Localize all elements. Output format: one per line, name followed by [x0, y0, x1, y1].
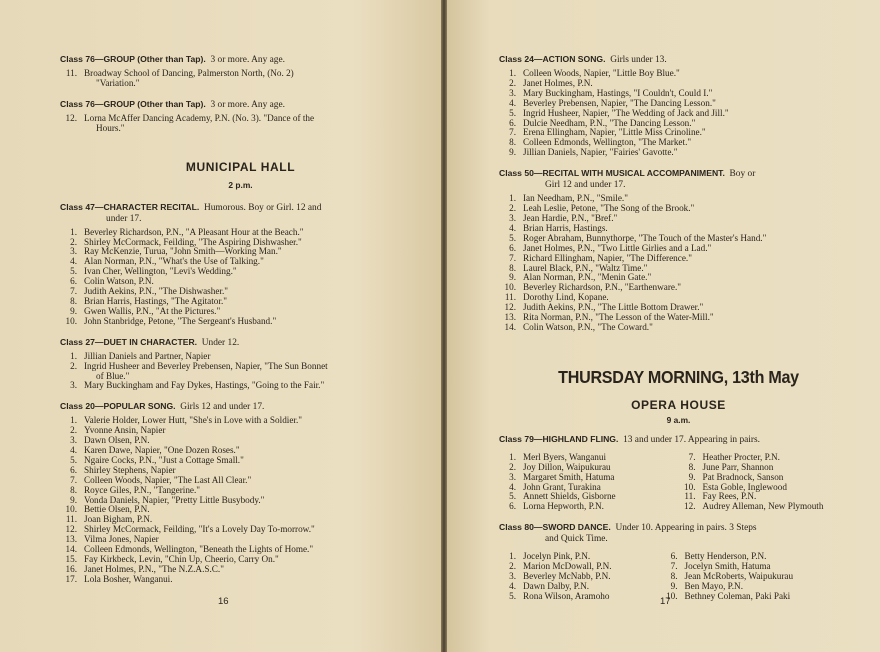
entry-number: 9. [509, 147, 516, 158]
entry-text: Dorothy Lind, Kopane. [523, 292, 609, 303]
entry-number: 6. [670, 551, 678, 562]
entry-text: Jillian Daniels and Partner, Napier [84, 350, 211, 361]
entry-number: 5. [70, 266, 77, 277]
entry-number: 2. [70, 360, 77, 371]
entry-text: Fay Rees, P.N. [702, 491, 757, 502]
entry-number: 12. [504, 302, 516, 313]
entry-number: 1. [70, 415, 77, 426]
entry-text: Judith Aekins, P.N., "The Little Bottom Drawer." [523, 302, 704, 313]
right-page [447, 0, 880, 652]
entry-number: 1. [70, 226, 77, 237]
entry-number: 7. [670, 561, 678, 572]
class-header [499, 168, 858, 180]
entry-number: 8. [688, 461, 696, 472]
entry-number: 2. [509, 461, 516, 472]
entry-number: 10. [684, 481, 696, 492]
entry-number: 9. [70, 494, 77, 505]
entry-number: 5. [509, 232, 516, 243]
class-desc: 3 or more. Any age. [210, 99, 285, 110]
entry-item [679, 502, 859, 512]
entry-number: 13. [504, 312, 516, 323]
entry-text: Lola Bosher, Wanganui. [84, 573, 173, 584]
entry-number: 12. [65, 524, 77, 535]
entry-text: Ray McKenzie, Turua, "John Smith—Working Man." [84, 246, 282, 257]
class-section [499, 168, 858, 333]
entry-text: Colleen Woods, Napier, "Little Boy Blue." [523, 68, 680, 78]
entry-number: 3. [70, 380, 77, 391]
entry-text: Mary Buckingham and Fay Dykes, Hastings, "Going to the Fair." [84, 380, 325, 391]
entry-text: Jean McRoberts, Waipukurau [684, 571, 794, 582]
entry-text: Judith Aekins, P.N., "The Dishwasher." [84, 286, 229, 297]
entry-number: 2. [509, 203, 516, 214]
class-title: Class 79—HIGHLAND FLING. [499, 433, 619, 444]
entry-number: 4. [509, 581, 516, 591]
entry-number: 5. [509, 590, 516, 601]
entry-text: Alan Norman, P.N., "What's the Use of Talking." [84, 256, 264, 267]
entry-text: Yvonne Ansin, Napier [84, 425, 166, 436]
day-heading: THURSDAY MORNING, 13th May [558, 366, 799, 387]
entry-number: 7. [509, 127, 516, 138]
entry-text: Annett Shields, Gisborne [523, 491, 616, 502]
entry-text: John Grant, Turakina [523, 481, 601, 492]
entry-text: John Stanbridge, Petone, "The Sergeant's Husband." [84, 315, 277, 326]
entry-text: Jean Hardie, P.N., "Bref." [523, 212, 618, 223]
class-section [60, 54, 421, 89]
class-desc: 13 and under 17. Appearing in pairs. [623, 434, 761, 445]
entry-text: Royce Giles, P.N., "Tangerine." [84, 484, 201, 495]
entry-number: 6. [509, 117, 516, 128]
entry-item [60, 575, 421, 585]
entry-number: 3. [509, 212, 516, 223]
entry-number: 7. [70, 286, 77, 297]
entry-text: Broadway School of Dancing, Palmerston North, (No. 2) [84, 68, 294, 78]
entry-number: 10. [504, 282, 516, 293]
class-title: Class 50—RECITAL WITH MUSICAL ACCOMPANIMENT. [499, 168, 725, 179]
entry-text: Bethney Coleman, Paki Paki [684, 590, 791, 601]
entry-number: 8. [70, 484, 77, 495]
hall-time: 2 p.m. [228, 179, 253, 190]
entry-number: 3. [509, 571, 516, 582]
entry-number: 9. [688, 471, 696, 482]
class-desc: Boy or [729, 169, 756, 180]
entry-text: Colin Watson, P.N. [84, 276, 154, 287]
entry-text: Janet Holmes, P.N. [523, 77, 593, 88]
class-section [499, 54, 858, 158]
entry-number: 1. [509, 451, 516, 462]
entry-text: Beverley McNabb, P.N. [523, 571, 611, 582]
entry-number: 8. [509, 262, 516, 273]
entry-list [60, 228, 421, 327]
entry-list [60, 114, 421, 134]
entry-text: Jocelyn Pink, P.N. [523, 551, 591, 562]
entry-number: 3. [70, 246, 77, 257]
class-desc-cont: and Quick Time. [545, 534, 608, 545]
entry-number: 8. [670, 571, 678, 582]
class-highland-fling [499, 434, 858, 512]
entry-number: 6. [70, 464, 77, 475]
entry-number: 2. [509, 561, 516, 572]
entry-text: Laurel Black, P.N., "Waltz Time." [523, 262, 648, 273]
class-header-cont [60, 214, 421, 225]
entry-item [60, 69, 421, 89]
entry-text: Joy Dillon, Waipukurau [523, 461, 611, 472]
entry-item [499, 592, 661, 602]
entry-number: 2. [70, 236, 77, 247]
class-sword-dance [499, 522, 858, 602]
entry-number: 3. [509, 87, 516, 98]
entry-number: 14. [65, 544, 77, 555]
entry-text: Beverley Prebensen, Napier, "The Dancing Lesson." [523, 97, 716, 108]
entry-text: Rita Norman, P.N., "The Lesson of the Water-Mill." [523, 312, 714, 323]
class-header [499, 54, 858, 66]
entry-number: 10. [666, 590, 678, 601]
entry-text: Heather Procter, P.N. [702, 451, 780, 462]
entry-text: Betty Henderson, P.N. [684, 551, 767, 562]
hall-heading: MUNICIPAL HALL [185, 159, 296, 174]
class-desc: Girls 12 and under 17. [180, 402, 265, 413]
entry-item [661, 592, 858, 602]
entry-number: 3. [70, 435, 77, 446]
entry-text: Bettie Olsen, P.N. [84, 504, 150, 515]
entry-text: Richard Ellingham, Napier, "The Difference." [523, 252, 692, 263]
entry-text: Ngaire Cocks, P.N., "Just a Cottage Small." [84, 454, 244, 465]
entry-text-cont: Hours." [96, 122, 125, 133]
entry-text: Alan Norman, P.N., "Menin Gate." [523, 272, 652, 283]
entry-text: Janet Holmes, P.N., "Two Little Girlies and a Lad." [523, 242, 712, 253]
entry-number: 1. [509, 68, 516, 78]
class-header [60, 401, 421, 413]
entry-text: Erena Ellingham, Napier, "Little Miss Crinoline." [523, 127, 706, 138]
entry-text: Joan Bigham, P.N. [84, 514, 153, 525]
entry-text: Gwen Wallis, P.N., "At the Pictures." [84, 305, 221, 316]
entry-text: Lorna McAffer Dancing Academy, P.N. (No. 3). "Dance of the [84, 112, 315, 123]
entry-text: Ivan Cher, Wellington, "Levi's Wedding." [84, 266, 237, 277]
entry-number: 10. [65, 504, 77, 515]
entry-text: Ingrid Husheer and Beverley Prebensen, Napier, "The Sun Bonnet [84, 360, 328, 371]
entry-list [499, 69, 858, 158]
entry-number: 6. [70, 276, 77, 287]
entry-text: Esta Goble, Inglewood [702, 481, 787, 492]
entry-text: Dawn Dalby, P.N. [523, 581, 590, 591]
entry-item [60, 381, 421, 391]
entry-text: Colleen Woods, Napier, "The Last All Clear." [84, 474, 252, 485]
entry-item [60, 317, 421, 327]
entry-text: Jocelyn Smith, Hatuma [684, 561, 771, 572]
class-desc: 3 or more. Any age. [210, 55, 285, 65]
entry-number: 9. [70, 305, 77, 316]
entry-text: Pat Bradnock, Sanson [702, 471, 784, 482]
entry-text: Ben Mayo, P.N. [684, 581, 743, 591]
class-section [60, 202, 421, 327]
class-section [60, 337, 421, 392]
entry-number: 8. [509, 137, 516, 148]
entry-text: Fay Kirkbeck, Levin, "Chin Up, Cheerio, Carry On." [84, 554, 279, 564]
entry-number: 17. [65, 573, 77, 584]
class-header [60, 337, 421, 349]
entry-text: Marion McDowall, P.N. [523, 561, 612, 572]
entry-number: 8. [70, 295, 77, 306]
class-header [60, 99, 421, 111]
entry-number: 14. [504, 321, 516, 332]
entry-list [60, 352, 421, 392]
entry-text: Shirley McCormack, Feilding, "It's a Lovely Day To-morrow." [84, 524, 315, 535]
class-title: Class 80—SWORD DANCE. [499, 522, 611, 533]
entry-number: 1. [509, 193, 516, 204]
entry-number: 4. [70, 445, 77, 456]
entry-list [60, 69, 421, 89]
entry-number: 1. [70, 350, 77, 361]
entry-number: 2. [70, 425, 77, 436]
entry-text: Colin Watson, P.N., "The Coward." [523, 321, 653, 332]
entry-text: Karen Dawe, Napier, "One Dozen Roses." [84, 445, 240, 456]
entry-number: 5. [509, 491, 516, 502]
entry-text: Shirley McCormack, Feilding, "The Aspiring Dishwasher." [84, 236, 302, 247]
entry-text: Jillian Daniels, Napier, "Fairies' Gavotte." [523, 147, 678, 158]
entry-text: Vilma Jones, Napier [84, 534, 159, 545]
entry-number: 10. [65, 315, 77, 326]
class-desc: Girls under 13. [610, 55, 667, 65]
entry-text: Ingrid Husheer, Napier, "The Wedding of Jack and Jill." [523, 107, 729, 118]
entry-text: Leah Leslie, Petone, "The Song of the Brook." [523, 203, 695, 214]
entry-number: 3. [509, 471, 516, 482]
entry-text: Mary Buckingham, Hastings, "I Couldn't, Could I." [523, 87, 713, 98]
entry-text: Rona Wilson, Aramoho [523, 590, 610, 601]
class-desc-cont: under 17. [106, 213, 142, 224]
entry-number: 2. [509, 77, 516, 88]
page-number-right: 17 [660, 596, 671, 607]
entry-text: Dulcie Needham, P.N., "The Dancing Lesson." [523, 117, 696, 128]
entry-item [499, 323, 858, 333]
entry-number: 4. [509, 222, 516, 233]
entry-text: Audrey Alleman, New Plymouth [702, 501, 824, 512]
entry-text: Margaret Smith, Hatuma [523, 471, 615, 482]
entry-text: Roger Abraham, Bunnythorpe, "The Touch of the Master's Hand." [523, 232, 767, 243]
entry-number: 12. [65, 112, 77, 123]
entry-number: 16. [65, 563, 77, 574]
entry-number: 7. [509, 252, 516, 263]
entry-number: 6. [509, 501, 516, 512]
entry-number: 4. [509, 481, 516, 492]
entry-number: 5. [70, 454, 77, 465]
entry-number: 7. [688, 451, 696, 462]
venue-time: 9 a.m. [666, 414, 691, 425]
class-section [60, 401, 421, 584]
entry-number: 13. [65, 534, 77, 545]
entry-text: Merl Byers, Wanganui [523, 451, 607, 462]
entry-text: Shirley Stephens, Napier [84, 464, 176, 475]
entry-text: Janet Holmes, P.N., "The N.Z.A.S.C." [84, 563, 224, 574]
class-title: Class 24—ACTION SONG. [499, 54, 606, 64]
class-title: Class 27—DUET IN CHARACTER. [60, 336, 198, 347]
entry-text: Brian Harris, Hastings, "The Agitator." [84, 295, 227, 306]
entry-list [499, 194, 858, 333]
entry-text: Brian Harris, Hastings. [523, 222, 608, 233]
entry-text: Colleen Edmonds, Wellington, "Beneath the Lights of Home." [84, 544, 314, 555]
entry-number: 4. [70, 256, 77, 267]
class-desc: Under 12. [201, 337, 240, 348]
class-title: Class 76—GROUP (Other than Tap). [60, 98, 206, 109]
entry-number: 15. [65, 554, 77, 564]
venue-heading: OPERA HOUSE [631, 397, 726, 412]
entry-item [499, 502, 679, 512]
entry-number: 9. [670, 581, 678, 591]
entry-number: 5. [509, 107, 516, 118]
entry-text-cont: of Blue." [96, 370, 130, 381]
entry-number: 11. [684, 491, 696, 502]
entry-text: Beverley Richardson, P.N., "A Pleasant Hour at the Beach." [84, 226, 304, 237]
class-desc-cont: Girl 12 and under 17. [545, 180, 626, 191]
class-desc: Under 10. Appearing in pairs. 3 Steps [615, 523, 757, 534]
entry-item [60, 362, 421, 382]
entry-text: Beverley Richardson, P.N., "Earthenware." [523, 282, 682, 293]
entry-number: 9. [509, 272, 516, 283]
entry-number: 11. [65, 68, 77, 78]
entry-number: 11. [65, 514, 77, 525]
page-number-left: 16 [218, 596, 229, 607]
class-section [60, 99, 421, 134]
entry-item [499, 148, 858, 158]
entry-number: 11. [504, 292, 516, 303]
entry-list [60, 416, 421, 584]
entry-number: 6. [509, 242, 516, 253]
entry-number: 7. [70, 474, 77, 485]
class-header [60, 202, 421, 214]
entry-text: Valerie Holder, Lower Hutt, "She's in Love with a Soldier." [84, 415, 303, 426]
class-title: Class 47—CHARACTER RECITAL. [60, 201, 200, 212]
entry-text-cont: "Variation." [96, 77, 140, 88]
entry-text: Ian Needham, P.N., "Smile." [523, 193, 628, 204]
entry-text: Lorna Hepworth, P.N. [523, 501, 604, 512]
class-header [60, 54, 421, 66]
entry-text: Dawn Olsen, P.N. [84, 435, 150, 446]
class-desc: Humorous. Boy or Girl. 12 and [203, 202, 322, 213]
entry-number: 12. [684, 501, 696, 512]
entry-number: 1. [509, 551, 516, 562]
class-title: Class 76—GROUP (Other than Tap). [60, 54, 206, 64]
class-title: Class 20—POPULAR SONG. [60, 401, 176, 412]
entry-item [60, 114, 421, 134]
entry-text: Vonda Daniels, Napier, "Pretty Little Busybody." [84, 494, 265, 505]
entry-number: 4. [509, 97, 516, 108]
entry-text: Colleen Edmonds, Wellington, "The Market." [523, 137, 692, 148]
class-header-cont [499, 180, 858, 191]
entry-text: June Parr, Shannon [702, 461, 774, 472]
